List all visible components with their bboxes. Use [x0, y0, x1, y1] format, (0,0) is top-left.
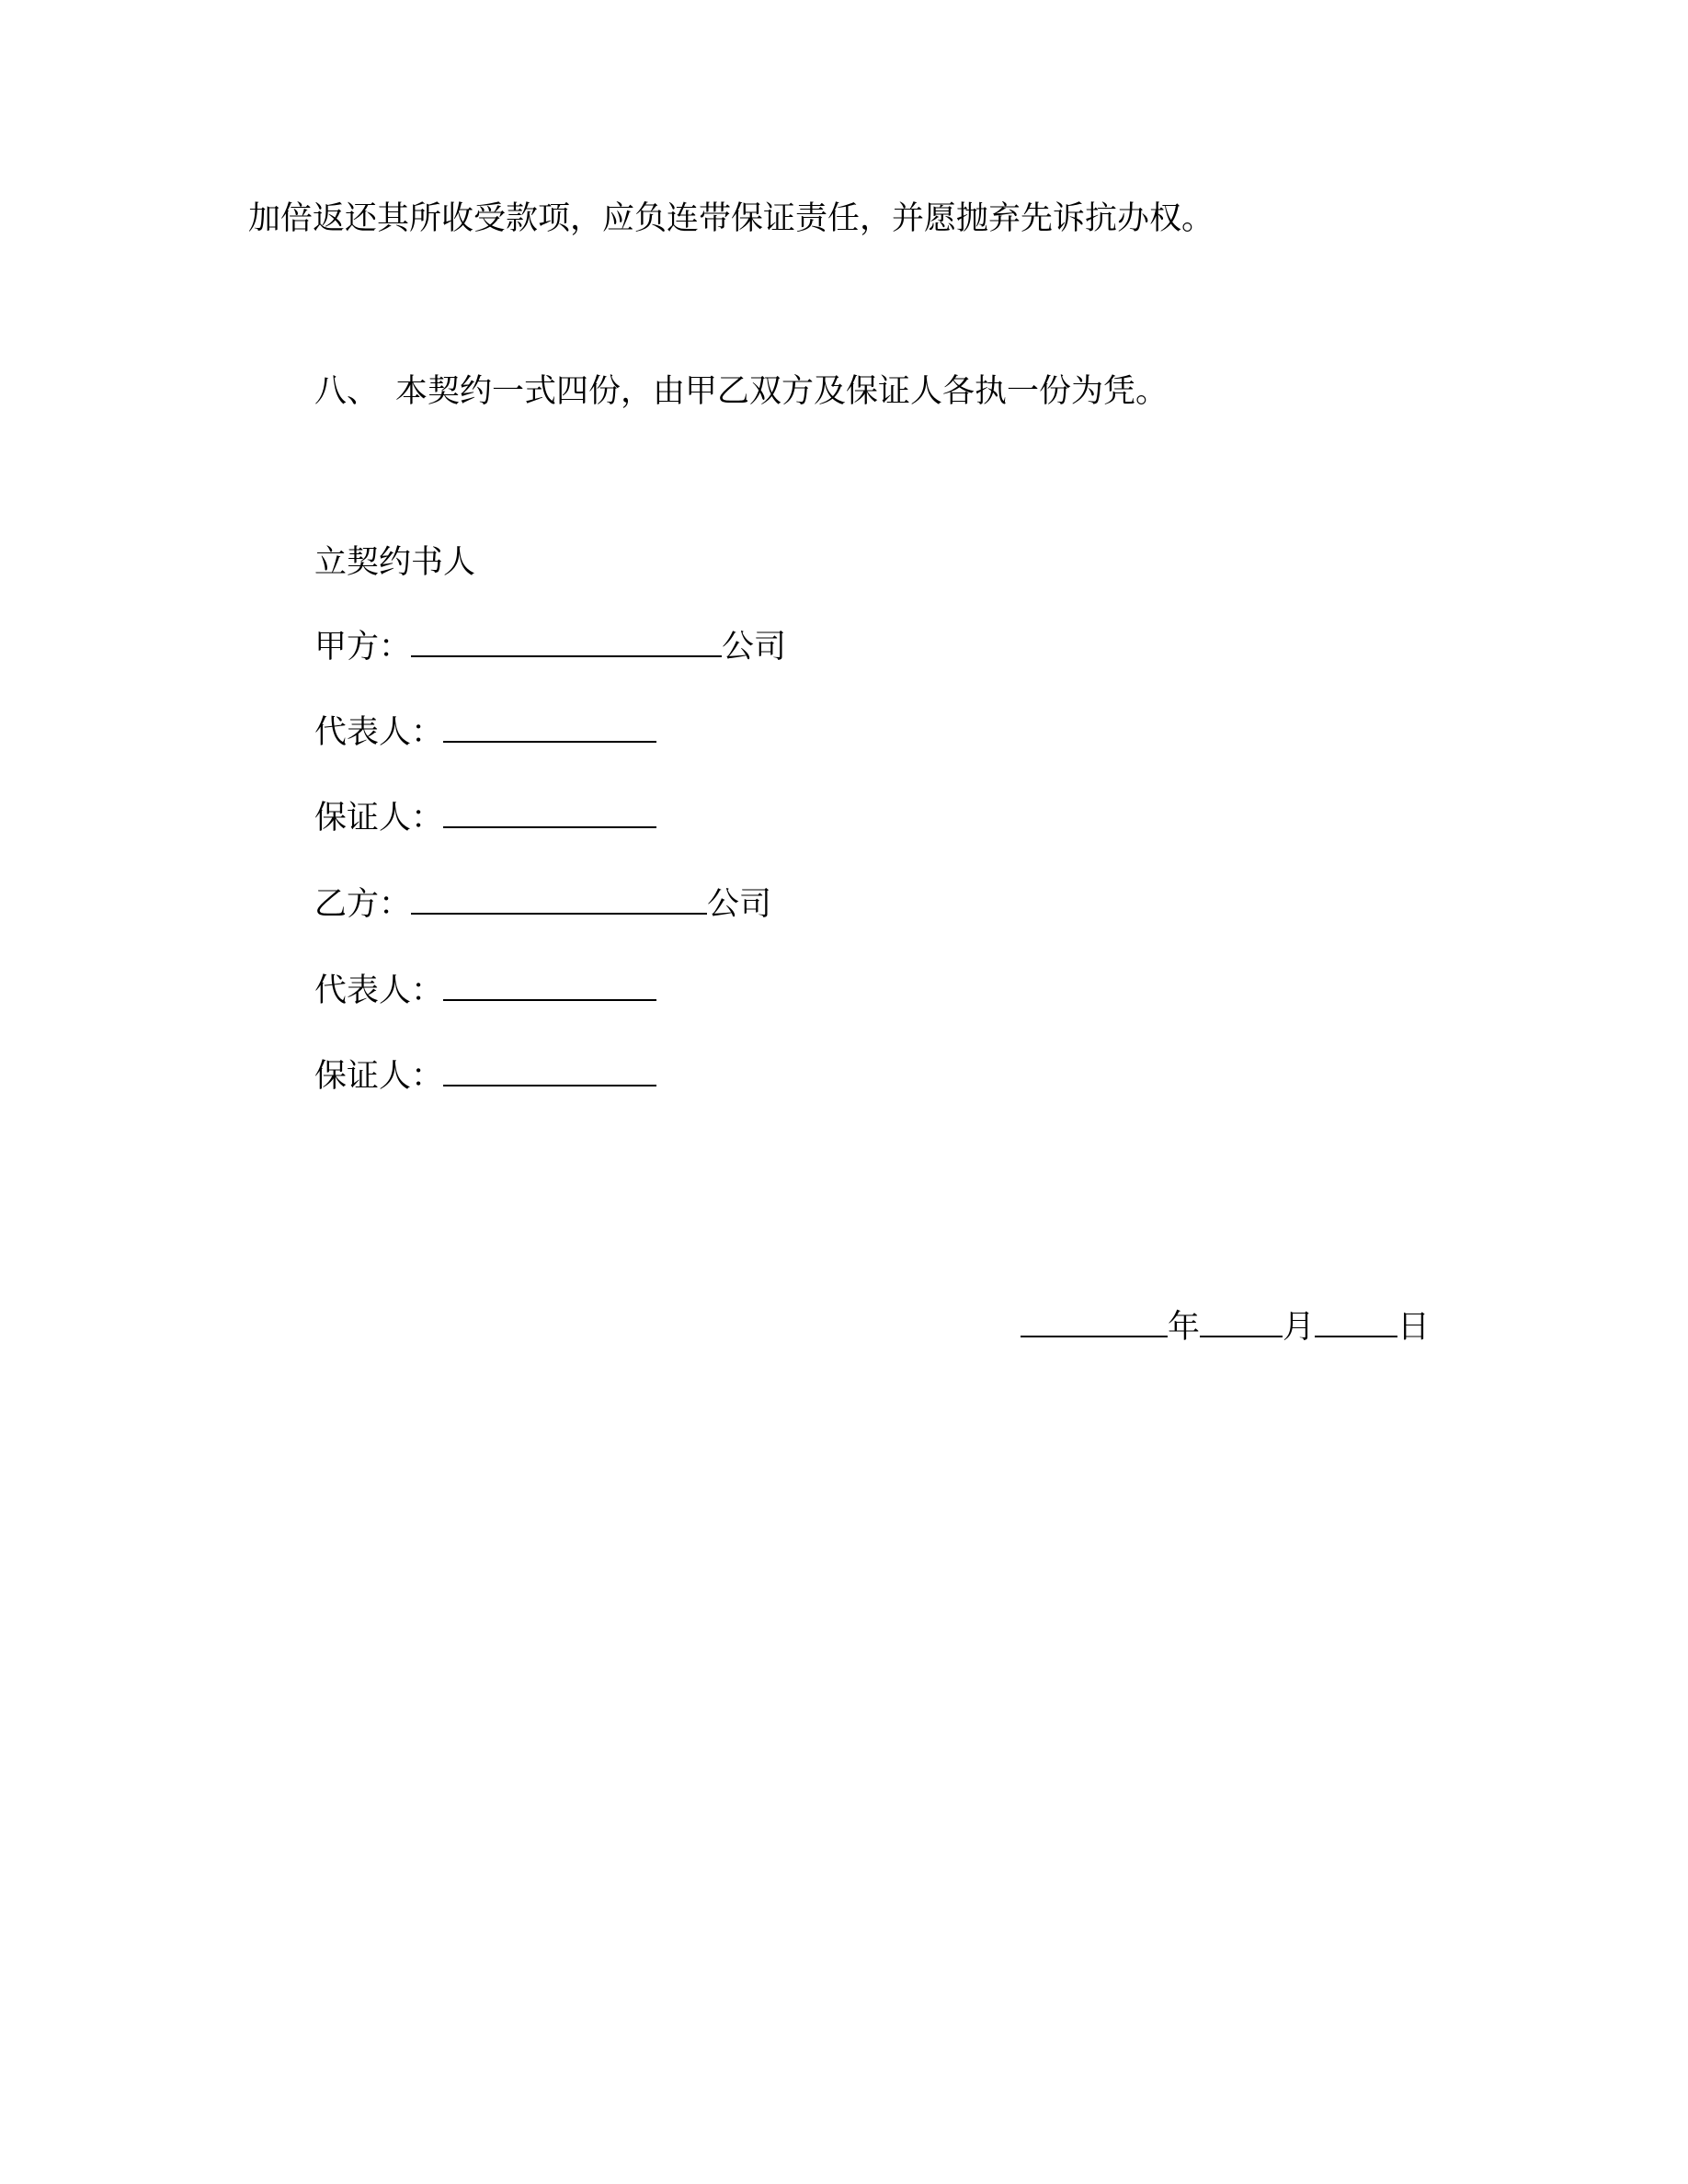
clause-8 — [314, 371, 1168, 412]
party-a-guarantor-line — [314, 798, 656, 838]
party-a-guarantor-blank[interactable] — [443, 799, 656, 828]
day-label: 日 — [1397, 1309, 1431, 1346]
party-a-suffix: 公司 — [722, 629, 787, 665]
party-b-guarantor-line — [314, 1056, 656, 1097]
clause-7-continuation-text: 加倍返还其所收受款项，应负连带保证责任，并愿抛弃先诉抗办权。 — [248, 200, 1215, 237]
party-a-representative-line — [314, 712, 656, 753]
party-a-company-blank[interactable] — [411, 628, 722, 657]
month-label: 月 — [1283, 1309, 1316, 1346]
year-label: 年 — [1168, 1309, 1201, 1346]
party-b-line — [314, 884, 771, 925]
month-blank[interactable] — [1200, 1308, 1283, 1337]
party-a-guarantor-label: 保证人： — [314, 800, 444, 836]
clause-8-text: 本契约一式四份，由甲乙双方及保证人各执一份为凭。 — [395, 373, 1169, 410]
party-a-representative-blank[interactable] — [443, 713, 656, 743]
party-a-label: 甲方： — [314, 629, 412, 665]
party-b-company-blank[interactable] — [411, 885, 707, 915]
clause-8-number: 八、 — [314, 373, 380, 410]
year-blank[interactable] — [1021, 1308, 1168, 1337]
date-line — [1021, 1307, 1430, 1348]
signers-heading: 立契约书人 — [314, 544, 476, 581]
party-b-representative-label: 代表人： — [314, 973, 444, 1009]
clause-7-continuation — [248, 199, 1214, 239]
party-b-label: 乙方： — [314, 886, 412, 923]
party-b-representative-line — [314, 971, 656, 1011]
party-b-guarantor-label: 保证人： — [314, 1058, 444, 1095]
party-a-line — [314, 627, 786, 667]
day-blank[interactable] — [1315, 1308, 1397, 1337]
party-b-guarantor-blank[interactable] — [443, 1057, 656, 1086]
party-b-suffix: 公司 — [707, 886, 772, 923]
party-a-representative-label: 代表人： — [314, 714, 444, 751]
party-b-representative-blank[interactable] — [443, 972, 656, 1001]
